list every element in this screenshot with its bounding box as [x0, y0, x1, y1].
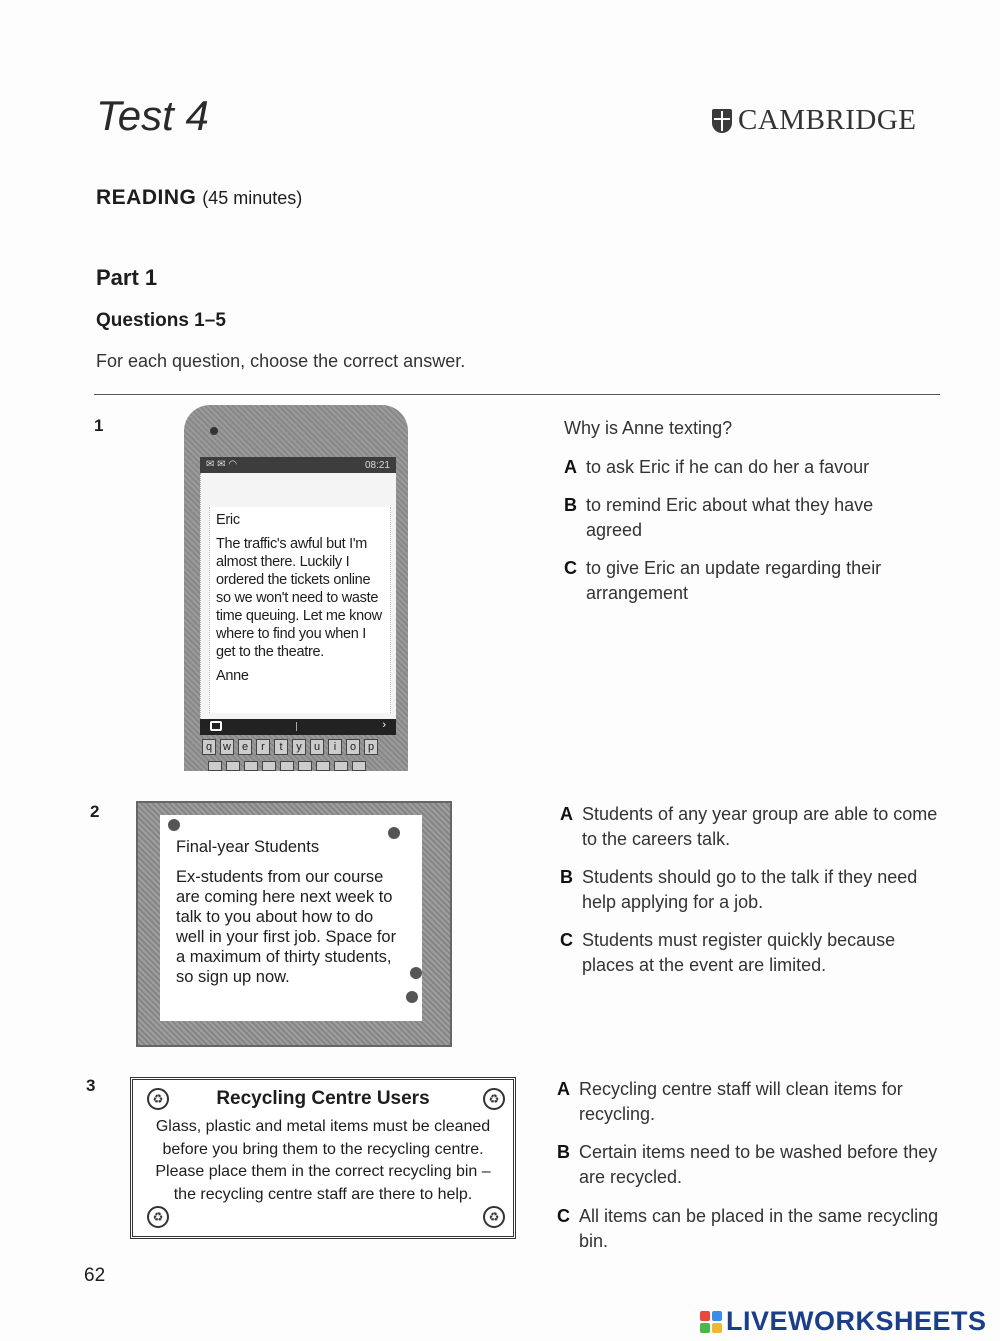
- option-text: Students should go to the talk if they need help applying for a job.: [582, 867, 918, 912]
- key-w: w: [220, 739, 234, 755]
- key: [316, 761, 330, 771]
- status-icons: ✉ ✉ ◠: [206, 459, 238, 470]
- key-t: t: [274, 739, 288, 755]
- notice-title: Final-year Students: [176, 838, 320, 856]
- sign-title: Recycling Centre Users: [216, 1088, 430, 1109]
- option-text: Students of any year group are able to come to the careers talk.: [582, 804, 938, 849]
- option-text: Students must register quickly because places at the event are limited.: [582, 930, 896, 975]
- question-number-3: 3: [86, 1076, 96, 1095]
- phone-status-bar: [200, 457, 396, 473]
- page-number: 62: [84, 1265, 106, 1286]
- key-u: u: [310, 739, 324, 755]
- key: [280, 761, 294, 771]
- q2-option-c[interactable]: [560, 928, 940, 978]
- option-letter: C: [557, 1206, 570, 1226]
- q1-option-c[interactable]: [564, 556, 924, 606]
- recycle-icon: ♻: [483, 1088, 505, 1110]
- recycling-sign: [130, 1077, 516, 1239]
- key-q: q: [202, 739, 216, 755]
- instruction-text: For each question, choose the correct answer.: [96, 351, 466, 371]
- section-title: READING: [96, 186, 197, 209]
- logo-tile: [712, 1323, 722, 1333]
- option-text: to give Eric an update regarding their arrangement: [586, 558, 882, 603]
- phone-camera-icon: [210, 427, 218, 435]
- message-recipient: Eric: [216, 512, 240, 528]
- option-text: to remind Eric about what they have agreed: [586, 495, 874, 540]
- message-body: The traffic's awful but I'm almost there. Luckily I ordered the tickets online so we won't need to waste time queuing. Let me know where to find you when I get to the theatre.: [216, 536, 382, 660]
- pin-icon: [388, 827, 400, 839]
- camera-icon: [210, 721, 222, 731]
- option-letter: A: [560, 804, 573, 824]
- logo-tile: [700, 1311, 710, 1321]
- test-title: Test 4: [96, 92, 209, 139]
- q3-option-c[interactable]: [557, 1204, 942, 1254]
- pin-icon: [168, 819, 180, 831]
- phone-time: 08:21: [364, 459, 390, 471]
- q2-option-a[interactable]: [560, 802, 940, 852]
- recycle-icon: ♻: [483, 1206, 505, 1228]
- option-letter: C: [564, 558, 577, 578]
- phone-toolbar: [200, 719, 396, 735]
- option-letter: A: [564, 457, 577, 477]
- pin-icon: [406, 991, 418, 1003]
- cambridge-crest-icon: [712, 109, 732, 133]
- phone-illustration: [184, 405, 408, 771]
- section-heading: [96, 186, 302, 210]
- q3-option-b[interactable]: [557, 1140, 942, 1190]
- notice-board: [136, 801, 452, 1047]
- section-duration: (45 minutes): [202, 188, 303, 208]
- option-letter: C: [560, 930, 573, 950]
- logo-tile: [712, 1311, 722, 1321]
- logo-tile: [700, 1323, 710, 1333]
- keyboard-row-partial: [208, 761, 366, 771]
- question-number-1: 1: [94, 416, 104, 435]
- brand-name: CAMBRIDGE: [738, 104, 917, 136]
- option-text: to ask Eric if he can do her a favour: [586, 457, 870, 477]
- part-heading: Part 1: [96, 265, 158, 290]
- recycle-icon: ♻: [147, 1088, 169, 1110]
- pin-icon: [410, 967, 422, 979]
- recycle-icon: ♻: [147, 1206, 169, 1228]
- q2-option-b[interactable]: [560, 865, 940, 915]
- notice-paper: [160, 815, 422, 1021]
- key-e: e: [238, 739, 252, 755]
- divider: [94, 394, 940, 395]
- key: [298, 761, 312, 771]
- notice-body: Ex-students from our course are coming here next week to talk to you about how to do well in your first job. Space for a maximum of thirty students, so sign up now.: [176, 868, 397, 986]
- option-letter: B: [560, 867, 573, 887]
- phone-screen: [200, 473, 396, 719]
- q1-option-a[interactable]: [564, 455, 924, 480]
- liveworksheets-watermark[interactable]: [700, 1306, 987, 1337]
- key-y: y: [292, 739, 306, 755]
- key: [262, 761, 276, 771]
- key-p: p: [364, 739, 378, 755]
- question-number-2: 2: [90, 802, 100, 821]
- question-1-text: Why is Anne texting?: [564, 418, 733, 438]
- questions-heading: Questions 1–5: [96, 310, 226, 331]
- keyboard-row: [202, 739, 378, 755]
- key: [226, 761, 240, 771]
- liveworksheets-logo-icon: [700, 1311, 722, 1333]
- key: [244, 761, 258, 771]
- key-i: i: [328, 739, 342, 755]
- toolbar-divider: [296, 722, 297, 731]
- message-sender: Anne: [216, 668, 249, 684]
- q1-option-b[interactable]: [564, 493, 924, 543]
- option-letter: B: [564, 495, 577, 515]
- option-letter: B: [557, 1142, 570, 1162]
- option-text: Recycling centre staff will clean items for recycling.: [579, 1079, 903, 1124]
- key: [352, 761, 366, 771]
- cambridge-brand: [712, 104, 917, 137]
- option-text: Certain items need to be washed before they are recycled.: [579, 1142, 938, 1187]
- text-message: [209, 507, 391, 713]
- watermark-text: LIVEWORKSHEETS: [726, 1306, 987, 1336]
- sign-body: Glass, plastic and metal items must be cleaned before you bring them to the recycling centre. Please place them in the correct recycling bin – the recycling centre staff are there to help.: [155, 1118, 491, 1203]
- q3-option-a[interactable]: [557, 1077, 942, 1127]
- key-r: r: [256, 739, 270, 755]
- key: [334, 761, 348, 771]
- key: [208, 761, 222, 771]
- option-letter: A: [557, 1079, 570, 1099]
- option-text: All items can be placed in the same recycling bin.: [579, 1206, 939, 1251]
- key-o: o: [346, 739, 360, 755]
- send-arrow-icon: ›: [382, 719, 386, 731]
